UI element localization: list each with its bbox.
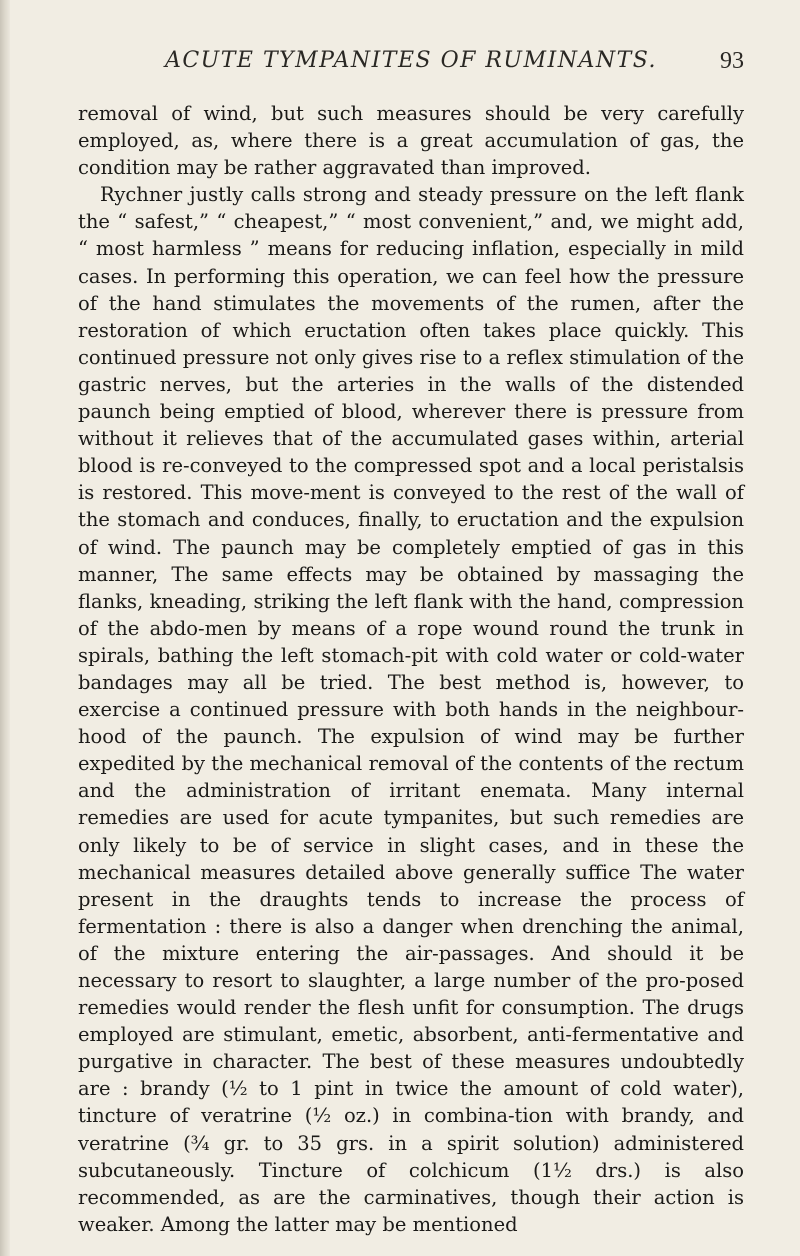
running-title: ACUTE TYMPANITES OF RUMINANTS. bbox=[164, 48, 658, 73]
body-text bbox=[78, 100, 744, 1238]
book-page bbox=[78, 48, 744, 1238]
page-number: 93 bbox=[720, 48, 744, 74]
page-gutter-shadow bbox=[0, 0, 10, 1256]
paragraph-continuation: removal of wind, but such measures should be very carefully employed, as, where there is a great accumulation of gas, the condition may be rather aggravated than improved. bbox=[78, 102, 744, 180]
paragraph-rychner: Rychner justly calls strong and steady pressure on the left flank the “ safest,” “ cheapest,” “ most convenient,” and, we might add, “ most harmless ” means for reducing inflation, especially in mild cases. In performing this operation, we can feel how the pressure of the hand stimulates the movements of the rumen, after the restoration of which eructation often takes place quickly. This continued pressure not only gives rise to a reflex stimulation of the gastric nerves, but the arteries in the walls of the distended paunch being emptied of blood, wherever there is pressure from without it relieves that of the accumulated gases within, arterial blood is re-conveyed to the compressed spot and a local peristalsis is restored. This move-ment is conveyed to the rest of the wall of the stomach and conduces, finally, to eructation and the expulsion of wind. The paunch may be completely emptied of gas in this manner, The same effects may be obtained by massaging the flanks, kneading, striking the left flank with the hand, compression of the abdo-men by means of a rope wound round the trunk in spirals, bathing the left stomach-pit with cold water or cold-water bandages may all be tried. The best method is, however, to exercise a continued pressure with both hands in the neighbour-hood of the paunch. The expulsion of wind may be further expedited by the mechanical removal of the contents of the rectum and the administration of irritant enemata. Many internal remedies are used for acute tympanites, but such remedies are only likely to be of service in slight cases, and in these the mechanical measures detailed above generally suffice The water present in the draughts tends to increase the process of fermentation : there is also a danger when drenching the animal, of the mixture entering the air-passages. And should it be necessary to resort to slaughter, a large number of the pro-posed remedies would render the flesh unfit for consumption. The drugs employed are stimulant, emetic, absorbent, anti-fermentative and purgative in character. The best of these measures undoubtedly are : brandy (½ to 1 pint in twice the amount of cold water), tincture of veratrine (½ oz.) in combina-tion with brandy, and veratrine (¾ gr. to 35 grs. in a spirit solution) administered subcutaneously. Tincture of colchicum (1½ drs.) is also recommended, as are the carminatives, though their action is weaker. Among the latter may be mentioned bbox=[78, 183, 744, 1236]
running-head bbox=[78, 48, 744, 88]
